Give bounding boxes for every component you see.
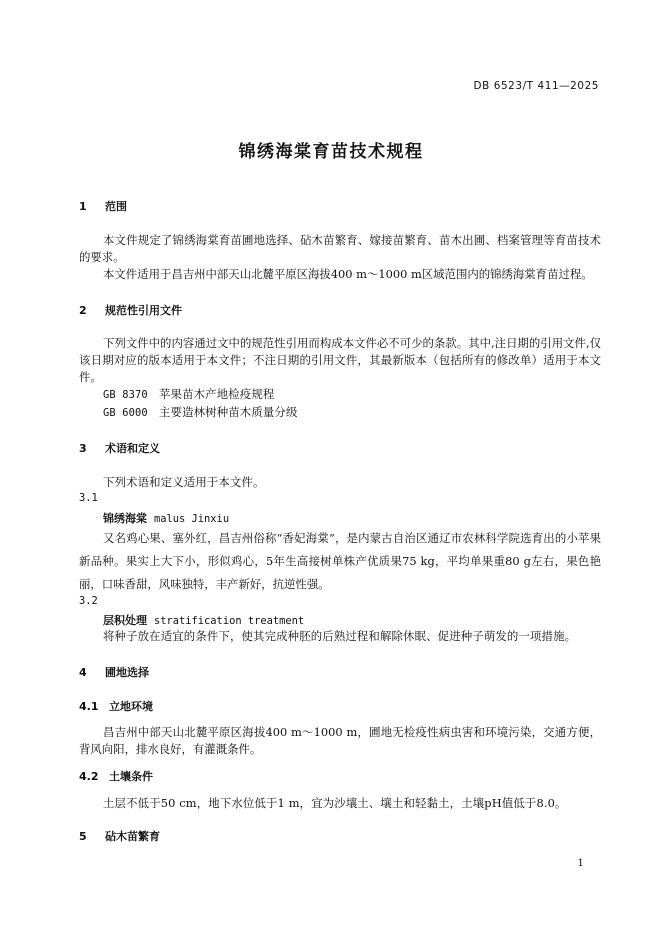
term-definition: 将种子放在适宜的条件下，使其完成种胚的后熟过程和解除休眠、促进种子萌发的一项措施。 [103, 629, 577, 643]
terms-intro: 下列术语和定义适用于本文件。 [103, 475, 265, 489]
subsection-number: 4.2 [79, 770, 99, 783]
reference-item [103, 404, 298, 420]
term-heading [103, 612, 304, 628]
document-title: 锦绣海棠育苗技术规程 [238, 142, 424, 162]
term-chinese: 锦绣海棠 [103, 512, 147, 525]
section-title: 砧木苗繁育 [105, 830, 160, 843]
reference-title: 苹果苗木产地检疫规程 [159, 387, 275, 401]
section-heading-2 [79, 302, 182, 318]
reference-code: GB 8370 [103, 389, 148, 401]
section-number: 4 [79, 666, 87, 679]
term-chinese: 层积处理 [103, 614, 147, 627]
reference-title: 主要造林树种苗木质量分级 [159, 405, 298, 419]
section-number: 1 [79, 200, 87, 213]
section-heading-3 [79, 440, 160, 456]
subsection-title: 土壤条件 [109, 770, 153, 783]
term-heading [103, 510, 229, 526]
section-heading-4 [79, 664, 149, 680]
section-title: 规范性引用文件 [105, 304, 182, 317]
section-number: 3 [79, 442, 87, 455]
term-english: malus Jinxiu [154, 513, 230, 525]
section-number: 2 [79, 304, 87, 317]
section-number: 5 [79, 830, 87, 843]
term-definition: 又名鸡心果、塞外红，昌吉州俗称“香妃海棠”，是内蒙古自治区通辽市农林科学院选育出的小苹果新品种。果实上大下小，形似鸡心，5年生高接树单株产优质果75 kg，平均单果重80 g左右，果色艳丽，口味香甜，风味独特，丰产新好，抗逆性强。 [79, 531, 601, 591]
section-title: 术语和定义 [105, 442, 160, 455]
term-english: stratification treatment [154, 615, 305, 627]
standard-number: DB 6523/T 411—2025 [473, 80, 599, 92]
subsection-heading-4-1 [79, 698, 153, 714]
paragraph-site-environment: 昌吉州中部天山北麓平原区海拔400 m～1000 m，圃地无检疫性病虫害和环境污染，交通方便，背风向阳，排水良好，有灌溉条件。 [79, 725, 601, 757]
section-title: 范围 [105, 200, 127, 213]
section-title: 圃地选择 [105, 666, 149, 679]
paragraph-scope-1: 本文件规定了锦绣海棠育苗圃地选择、砧木苗繁育、嫁接苗繁育、苗木出圃、档案管理等育苗技术的要求。 [79, 233, 601, 265]
subsection-heading-4-2 [79, 768, 153, 784]
reference-item [103, 386, 274, 402]
paragraph-normative-refs: 下列文件中的内容通过文中的规范性引用而构成本文件必不可少的条款。其中,注日期的引用文件,仅该日期对应的版本适用于本文件；不注日期的引用文件，其最新版本（包括所有的修改单）适用于本文件。 [79, 336, 601, 385]
term-number: 3.1 [79, 492, 98, 504]
page-number: 1 [577, 858, 584, 869]
section-heading-1 [79, 198, 127, 214]
subsection-title: 立地环境 [109, 700, 153, 713]
term-number: 3.2 [79, 595, 98, 607]
section-heading-5 [79, 828, 160, 844]
reference-code: GB 6000 [103, 407, 148, 419]
subsection-number: 4.1 [79, 700, 99, 713]
paragraph-scope-2: 本文件适用于昌吉州中部天山北麓平原区海拔400 m～1000 m区域范围内的锦绣海棠育苗过程。 [103, 267, 593, 281]
paragraph-soil-conditions: 土层不低于50 cm，地下水位低于1 m，宜为沙壤土、壤土和轻黏土，土壤pH值低于8.0。 [103, 796, 567, 810]
